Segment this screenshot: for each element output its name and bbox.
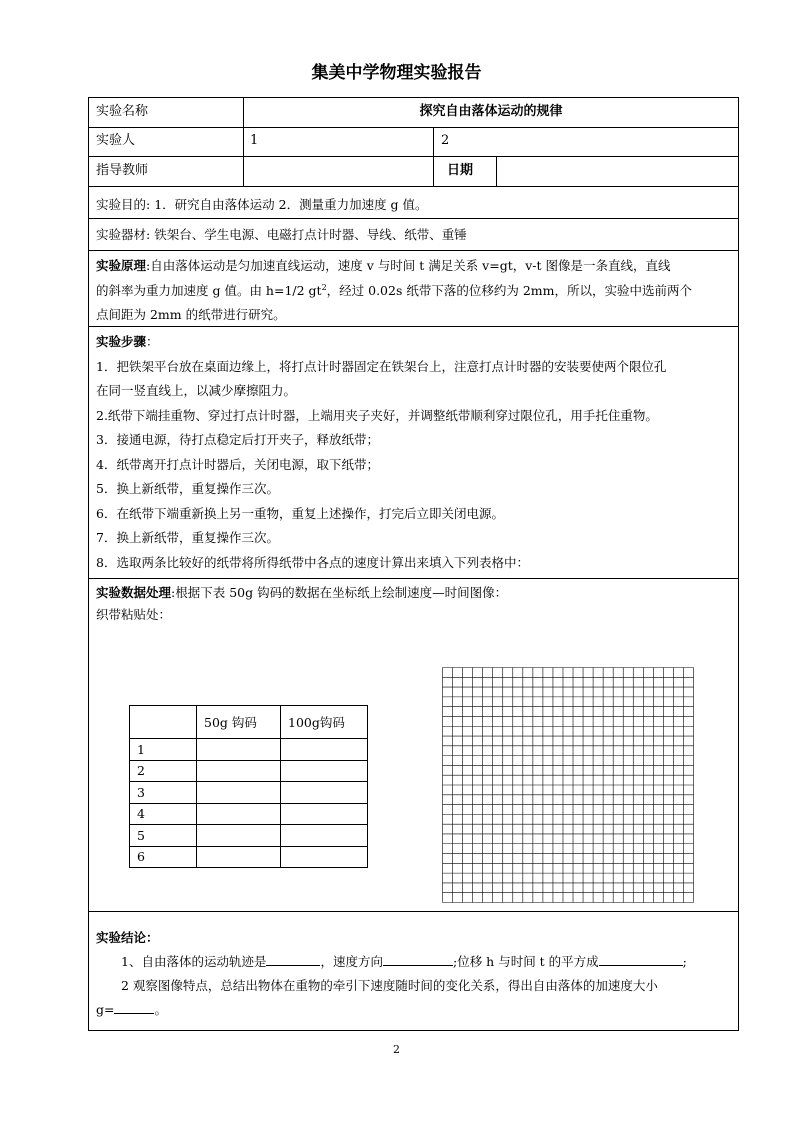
conclusion-q2: 2 观察图像特点，总结出物体在重物的牵引下速度随时间的变化关系，得出自由落体的加速度大小	[121, 978, 658, 993]
data-cell[interactable]	[281, 846, 368, 868]
data-cell[interactable]	[281, 739, 368, 761]
data-processing-text: :根据下表 50g 钩码的数据在坐标纸上绘制速度—时间图像：	[171, 585, 508, 600]
conclusion-q3a: g=	[96, 1002, 115, 1017]
row-divider	[88, 186, 738, 187]
purpose-text: : 1．研究自由落体运动 2．测量重力加速度 g 值。	[146, 197, 428, 212]
principle-label: 实验原理	[96, 258, 147, 273]
experimenter-2-value: 2	[441, 133, 450, 148]
data-cell[interactable]	[197, 846, 281, 868]
tape-paste-label: 织带粘贴处：	[96, 607, 172, 622]
g-value-blank[interactable]	[114, 999, 154, 1014]
column-divider	[433, 127, 434, 186]
conclusion-q1d: ;	[682, 954, 687, 969]
experiment-name-value: 探究自由落体运动的规律	[419, 104, 563, 119]
velocity-direction-blank[interactable]	[383, 951, 453, 966]
equipment-text: : 铁架台、学生电源、电磁打点计时器、导线、纸带、重锤	[146, 227, 467, 242]
row-divider	[88, 218, 738, 219]
conclusion-q1b: ，速度方向	[320, 954, 383, 969]
conclusion-q1a: 1、自由落体的运动轨迹是	[121, 954, 267, 969]
principle-superscript: 2	[321, 282, 327, 292]
conclusion-label: 实验结论：	[96, 930, 159, 945]
step-line: 在同一竖直线上，以减少摩擦阻力。	[96, 383, 297, 398]
table-header-cell	[130, 706, 197, 739]
trajectory-blank[interactable]	[266, 951, 320, 966]
conclusion-section	[96, 926, 732, 1022]
principle-line-3: 点间距为 2mm 的纸带进行研究。	[96, 307, 286, 322]
step-line: 7．换上新纸带，重复操作三次。	[96, 530, 279, 545]
row-divider	[88, 250, 738, 251]
steps-section	[96, 330, 732, 575]
row-index: 3	[130, 782, 197, 804]
table-row	[130, 760, 368, 782]
proportion-blank[interactable]	[599, 951, 683, 966]
date-label: 日期	[447, 163, 474, 178]
data-cell[interactable]	[281, 825, 368, 847]
purpose-section	[96, 193, 732, 218]
conclusion-q3b: 。	[154, 1002, 167, 1017]
row-index: 5	[130, 825, 197, 847]
step-line: 8．选取两条比较好的纸带将所得纸带中各点的速度计算出来填入下列表格中：	[96, 554, 529, 570]
experiment-name-label: 实验名称	[96, 104, 149, 119]
step-line: 5．换上新纸带，重复操作三次。	[96, 481, 279, 496]
table-header-row	[130, 706, 368, 739]
teacher-label: 指导教师	[96, 163, 149, 178]
graph-paper-grid[interactable]	[442, 667, 694, 903]
table-row	[130, 803, 368, 825]
column-divider	[496, 156, 497, 186]
row-divider	[88, 156, 738, 157]
row-index: 1	[130, 739, 197, 761]
data-cell[interactable]	[281, 803, 368, 825]
data-cell[interactable]	[281, 760, 368, 782]
page-title: 集美中学物理实验报告	[311, 63, 482, 83]
conclusion-q1c: ;位移 h 与时间 t 的平方成	[452, 954, 599, 969]
step-line: 4．纸带离开打点计时器后，关闭电源，取下纸带；	[96, 456, 379, 472]
principle-line-1: :自由落体运动是匀加速直线运动，速度 v 与时间 t 满足关系 v=gt，v-t 图像是一条直线，直线	[146, 258, 671, 273]
step-line: 6．在纸带下端重新换上另一重物，重复上述操作，打完后立即关闭电源。	[96, 505, 504, 521]
row-index: 6	[130, 846, 197, 868]
step-line: 3．接通电源，待打点稳定后打开夹子，释放纸带；	[96, 432, 379, 447]
row-index: 4	[130, 803, 197, 825]
step-line: 2.纸带下端挂重物、穿过打点计时器，上端用夹子夹好，并调整纸带顺利穿过限位孔，用手托住重物。	[96, 407, 658, 423]
steps-colon: ：	[146, 334, 159, 349]
data-cell[interactable]	[197, 739, 281, 761]
data-processing-section	[96, 582, 732, 626]
data-cell[interactable]	[197, 782, 281, 804]
data-cell[interactable]	[281, 782, 368, 804]
data-cell[interactable]	[197, 803, 281, 825]
experimenter-1-value: 1	[250, 133, 259, 148]
table-header-cell: 50g 钩码	[197, 706, 281, 739]
table-header-cell: 100g钩码	[281, 706, 368, 739]
equipment-label: 实验器材	[96, 227, 147, 242]
page-number: 2	[393, 1043, 400, 1056]
experimenter-label: 实验人	[96, 133, 136, 148]
row-divider	[88, 578, 738, 579]
step-line: 1．把铁架平台放在桌面边缘上，将打点计时器固定在铁架台上，注意打点计时器的安装要使两个限位孔	[96, 358, 667, 374]
table-row	[130, 825, 368, 847]
velocity-data-table	[129, 705, 368, 868]
table-row	[130, 739, 368, 761]
row-divider	[88, 911, 738, 912]
table-row	[130, 846, 368, 868]
principle-line-2a: 的斜率为重力加速度 g 值。由 h=1/2 gt	[96, 282, 322, 298]
steps-label: 实验步骤	[96, 334, 147, 349]
data-processing-label: 实验数据处理	[96, 585, 172, 600]
principle-section	[96, 254, 732, 328]
row-divider	[88, 127, 738, 128]
principle-line-2b: ，经过 0.02s 纸带下落的位移约为 2mm，所以，实验中选前两个	[326, 282, 692, 298]
purpose-label: 实验目的	[96, 197, 147, 212]
data-cell[interactable]	[197, 760, 281, 782]
row-index: 2	[130, 760, 197, 782]
data-cell[interactable]	[197, 825, 281, 847]
equipment-section	[96, 223, 732, 248]
table-row	[130, 782, 368, 804]
